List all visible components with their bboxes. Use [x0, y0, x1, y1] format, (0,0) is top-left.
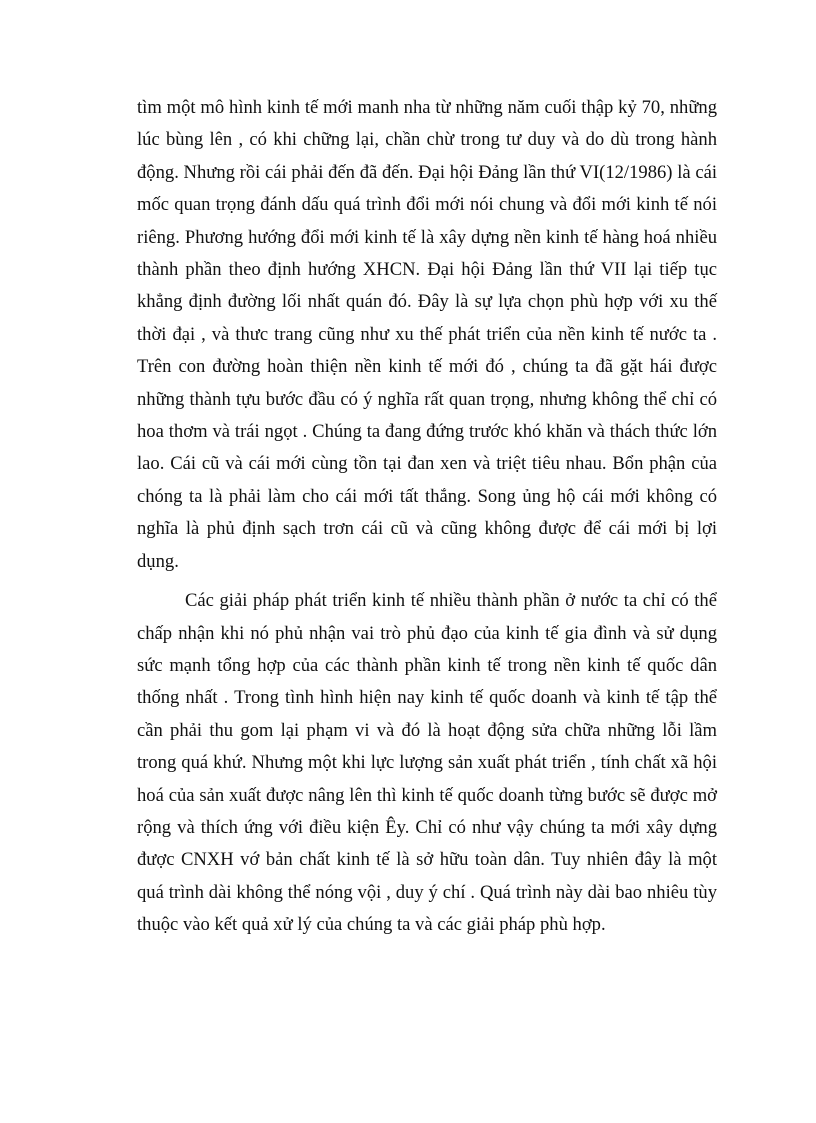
paragraph-1: tìm một mô hình kinh tế mới manh nha từ những năm cuối thập kỷ 70, những lúc bùng lên , có khi chững lại, chần chừ trong tư duy và do dù trong hành động. Nhưng rồi cái phải đến đã đến. Đại hội Đảng lần thứ VI(12/1986) là cái mốc quan trọng đánh dấu quá trình đổi mới nói chung và đổi mới kinh tế nói riêng. Phương hướng đổi mới kinh tế là xây dựng nền kinh tế hàng hoá nhiều thành phần theo định hướng XHCN. Đại hội Đảng lần thứ VII lại tiếp tục khẳng định đường lối nhất quán đó. Đây là sự lựa chọn phù hợp với xu thế thời đại , và thưc trang cũng như xu thế phát triển của nền kinh tế nước ta . Trên con đường hoàn thiện nền kinh tế mới đó , chúng ta đã gặt hái được những thành tựu bước đầu có ý nghĩa rất quan trọng, nhưng không thể chỉ có hoa thơm và trái ngọt . Chúng ta đang đứng trước khó khăn và thách thức lớn lao. Cái cũ và cái mới cùng tồn tại đan xen và triệt tiêu nhau. Bổn phận của chóng ta là phải làm cho cái mới tất thắng. Song ủng hộ cái mới không có nghĩa là phủ định sạch trơn cái cũ và cũng không được để cái mới bị lợi dụng. — [137, 97, 717, 572]
body-text — [137, 92, 717, 942]
paragraph-2: Các giải pháp phát triển kinh tế nhiều thành phần ở nước ta chỉ có thể chấp nhận khi nó phủ nhận vai trò phủ đạo của kinh tế gia đình và sử dụng sức mạnh tổng hợp của các thành phần kinh tế trong nền kinh tế quốc dân thống nhất . Trong tình hình hiện nay kinh tế quốc doanh và kinh tế tập thể cần phải thu gom lại phạm vi và đó là hoạt động sửa chữa những lỗi lầm trong quá khứ. Nhưng một khi lực lượng sản xuất phát triển , tính chất xã hội hoá của sản xuất được nâng lên thì kinh tế quốc doanh từng bước sẽ được mở rộng và thích ứng với điều kiện Êy. Chỉ có như vậy chúng ta mới xây dựng được CNXH vớ bản chất kinh tế là sở hữu toàn dân. Tuy nhiên đây là một quá trình dài không thể nóng vội , duy ý chí . Quá trình này dài bao nhiêu tùy thuộc vào kết quả xử lý của chúng ta và các giải pháp phù hợp. — [137, 590, 717, 936]
